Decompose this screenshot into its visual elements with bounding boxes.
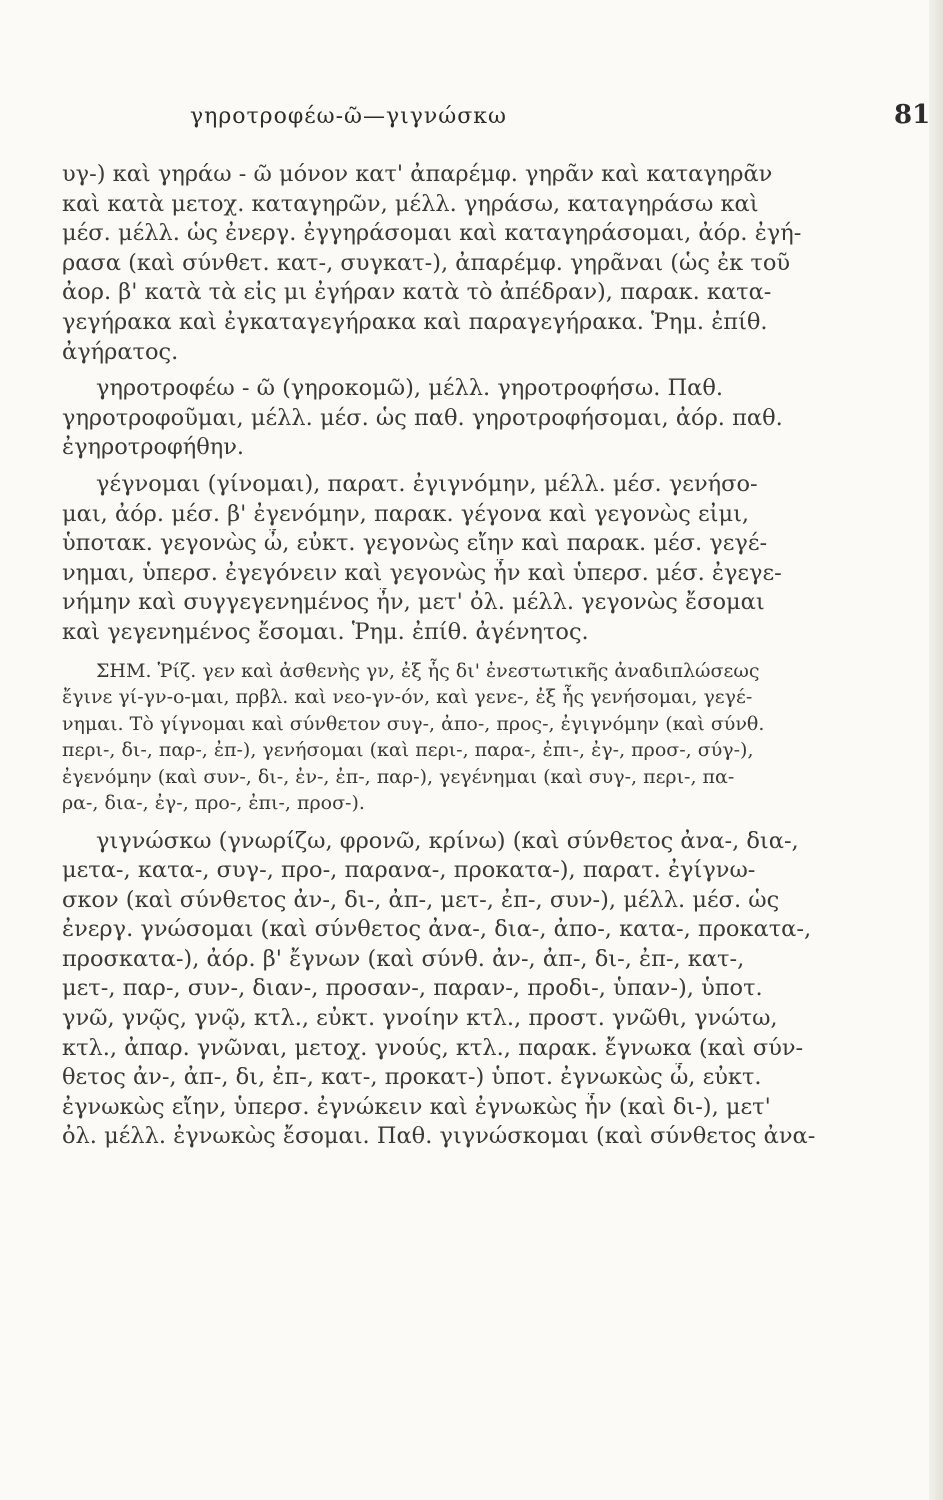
text-line: καὶ κατὰ μετοχ. καταγηρῶν, μέλλ. γηράσω, καταγηράσω καὶ <box>62 190 759 217</box>
entry-headword-line: γηροτροφέω - ῶ (γηροκομῶ), μέλλ. γηροτροφήσω. Παθ. <box>96 375 724 402</box>
text-line: ἀορ. β' κατὰ τὰ εἰς μι ἐγήραν κατὰ τὸ ἀπέδραν), παρακ. κατα- <box>62 279 772 306</box>
text-line: κτλ., ἀπαρ. γνῶναι, μετοχ. γνούς, κτλ., παρακ. ἔγνωκα (καὶ σύν- <box>62 1034 804 1061</box>
page-header <box>0 100 943 144</box>
text-line: ὑποτακ. γεγονὼς ὦ, εὐκτ. γεγονὼς εἴην καὶ παρακ. μέσ. γεγέ- <box>62 530 768 557</box>
text-line: ἐγνωκὼς εἴην, ὑπερσ. ἐγνώκειν καὶ ἐγνωκὼς ἦν (καὶ δι-), μετ' <box>62 1093 771 1120</box>
text-line: ἀγήρατος. <box>62 338 179 365</box>
entry-headword-line: γέγνομαι (γίνομαι), παρατ. ἐγιγνόμην, μέλλ. μέσ. γενήσο- <box>96 470 758 497</box>
note-line: ἐγενόμην (καὶ συν-, δι-, ἐν-, ἐπ-, παρ-), γεγένημαι (καὶ συγ-, περι-, πα- <box>62 765 735 788</box>
text-line: ἐνεργ. γνώσομαι (καὶ σύνθετος ἀνα-, δια-, ἀπο-, κατα-, προκατα-, <box>62 916 812 943</box>
text-line: προσκατα-), ἀόρ. β' ἔγνων (καὶ σύνθ. ἀν-, ἀπ-, δι-, ἐπ-, κατ-, <box>62 945 745 972</box>
text-line: ἐγηροτροφήθην. <box>62 434 245 461</box>
text-line: ὀλ. μέλλ. ἐγνωκὼς ἔσομαι. Παθ. γιγνώσκομαι (καὶ σύνθετος ἀνα- <box>62 1123 816 1150</box>
running-head: γηροτροφέω-ῶ—γιγνώσκω <box>190 104 507 129</box>
note-line: ρα-, δια-, ἐγ-, προ-, ἐπι-, προσ-). <box>62 792 365 814</box>
text-line: μετ-, παρ-, συν-, διαν-, προσαν-, παραν-, προδι-, ὑπαν-), ὑποτ. <box>62 975 763 1002</box>
text-line: μέσ. μέλλ. ὡς ἐνεργ. ἐγγηράσομαι καὶ καταγηράσομαι, ἀόρ. ἐγή- <box>62 220 802 247</box>
text-line: σκον (καὶ σύνθετος ἀν-, δι-, ἀπ-, μετ-, ἐπ-, συν-), μέλλ. μέσ. ὡς <box>62 886 780 913</box>
text-line: γεγήρακα καὶ ἐγκαταγεγήρακα καὶ παραγεγήρακα. Ῥημ. ἐπίθ. <box>62 308 768 335</box>
page-number: 81 <box>894 100 931 130</box>
text-line: μετα-, κατα-, συγ-, προ-, παρανα-, προκατα-), παρατ. ἐγίγνω- <box>62 857 756 884</box>
note-line: νημαι. Τὸ γίγνομαι καὶ σύνθετον συγ-, ἀπο-, προς-, ἐγιγνόμην (καὶ σύνθ. <box>62 712 765 735</box>
text-line: νήμην καὶ συγγεγενημένος ἦν, μετ' ὀλ. μέλλ. γεγονὼς ἔσομαι <box>62 589 765 616</box>
text-line: μαι, ἀόρ. μέσ. β' ἐγενόμην, παρακ. γέγονα καὶ γεγονὼς εἰμι, <box>62 500 750 527</box>
text-line: καὶ γεγενημένος ἔσομαι. Ῥημ. ἐπίθ. ἀγένητος. <box>62 618 589 645</box>
text-line: υγ-) καὶ γηράω - ῶ μόνον κατ' ἀπαρέμφ. γηρᾶν καὶ καταγηρᾶν <box>62 161 773 187</box>
note-line: ἔγινε γί-γν-ο-μαι, πρβλ. καὶ νεο-γν-όν, καὶ γενε-, ἐξ ἧς γενήσομαι, γεγέ- <box>62 686 753 708</box>
text-line: θετος ἀν-, ἀπ-, δι, ἐπ-, κατ-, προκατ-) ὑποτ. ἐγνωκὼς ὦ, εὐκτ. <box>62 1064 762 1091</box>
text-line: ρασα (καὶ σύνθετ. κατ-, συγκατ-), ἀπαρέμφ. γηρᾶναι (ὡς ἐκ τοῦ <box>62 249 791 276</box>
text-line: νημαι, ὑπερσ. ἐγεγόνειν καὶ γεγονὼς ἦν καὶ ὑπερσ. μέσ. ἐγεγε- <box>62 559 782 586</box>
dictionary-text <box>62 160 894 1152</box>
text-line: γνῶ, γνῷς, γνῷ, κτλ., εὐκτ. γνοίην κτλ., προστ. γνῶθι, γνώτω, <box>62 1005 778 1032</box>
text-line: γηροτροφοῦμαι, μέλλ. μέσ. ὡς παθ. γηροτροφήσομαι, ἀόρ. παθ. <box>62 404 783 431</box>
note-line: περι-, δι-, παρ-, ἐπ-), γενήσομαι (καὶ περι-, παρα-, ἐπι-, ἐγ-, προσ-, σύγ-), <box>62 739 754 761</box>
page-edge <box>929 0 943 1500</box>
entry-headword-line: γιγνώσκω (γνωρίζω, φρονῶ, κρίνω) (καὶ σύνθετος ἀνα-, δια-, <box>96 827 799 854</box>
note-line: ΣΗΜ. Ῥίζ. γεν καὶ ἀσθενὴς γν, ἐξ ἧς δι' ἐνεστωτικῆς ἀναδιπλώσεως <box>96 659 760 682</box>
